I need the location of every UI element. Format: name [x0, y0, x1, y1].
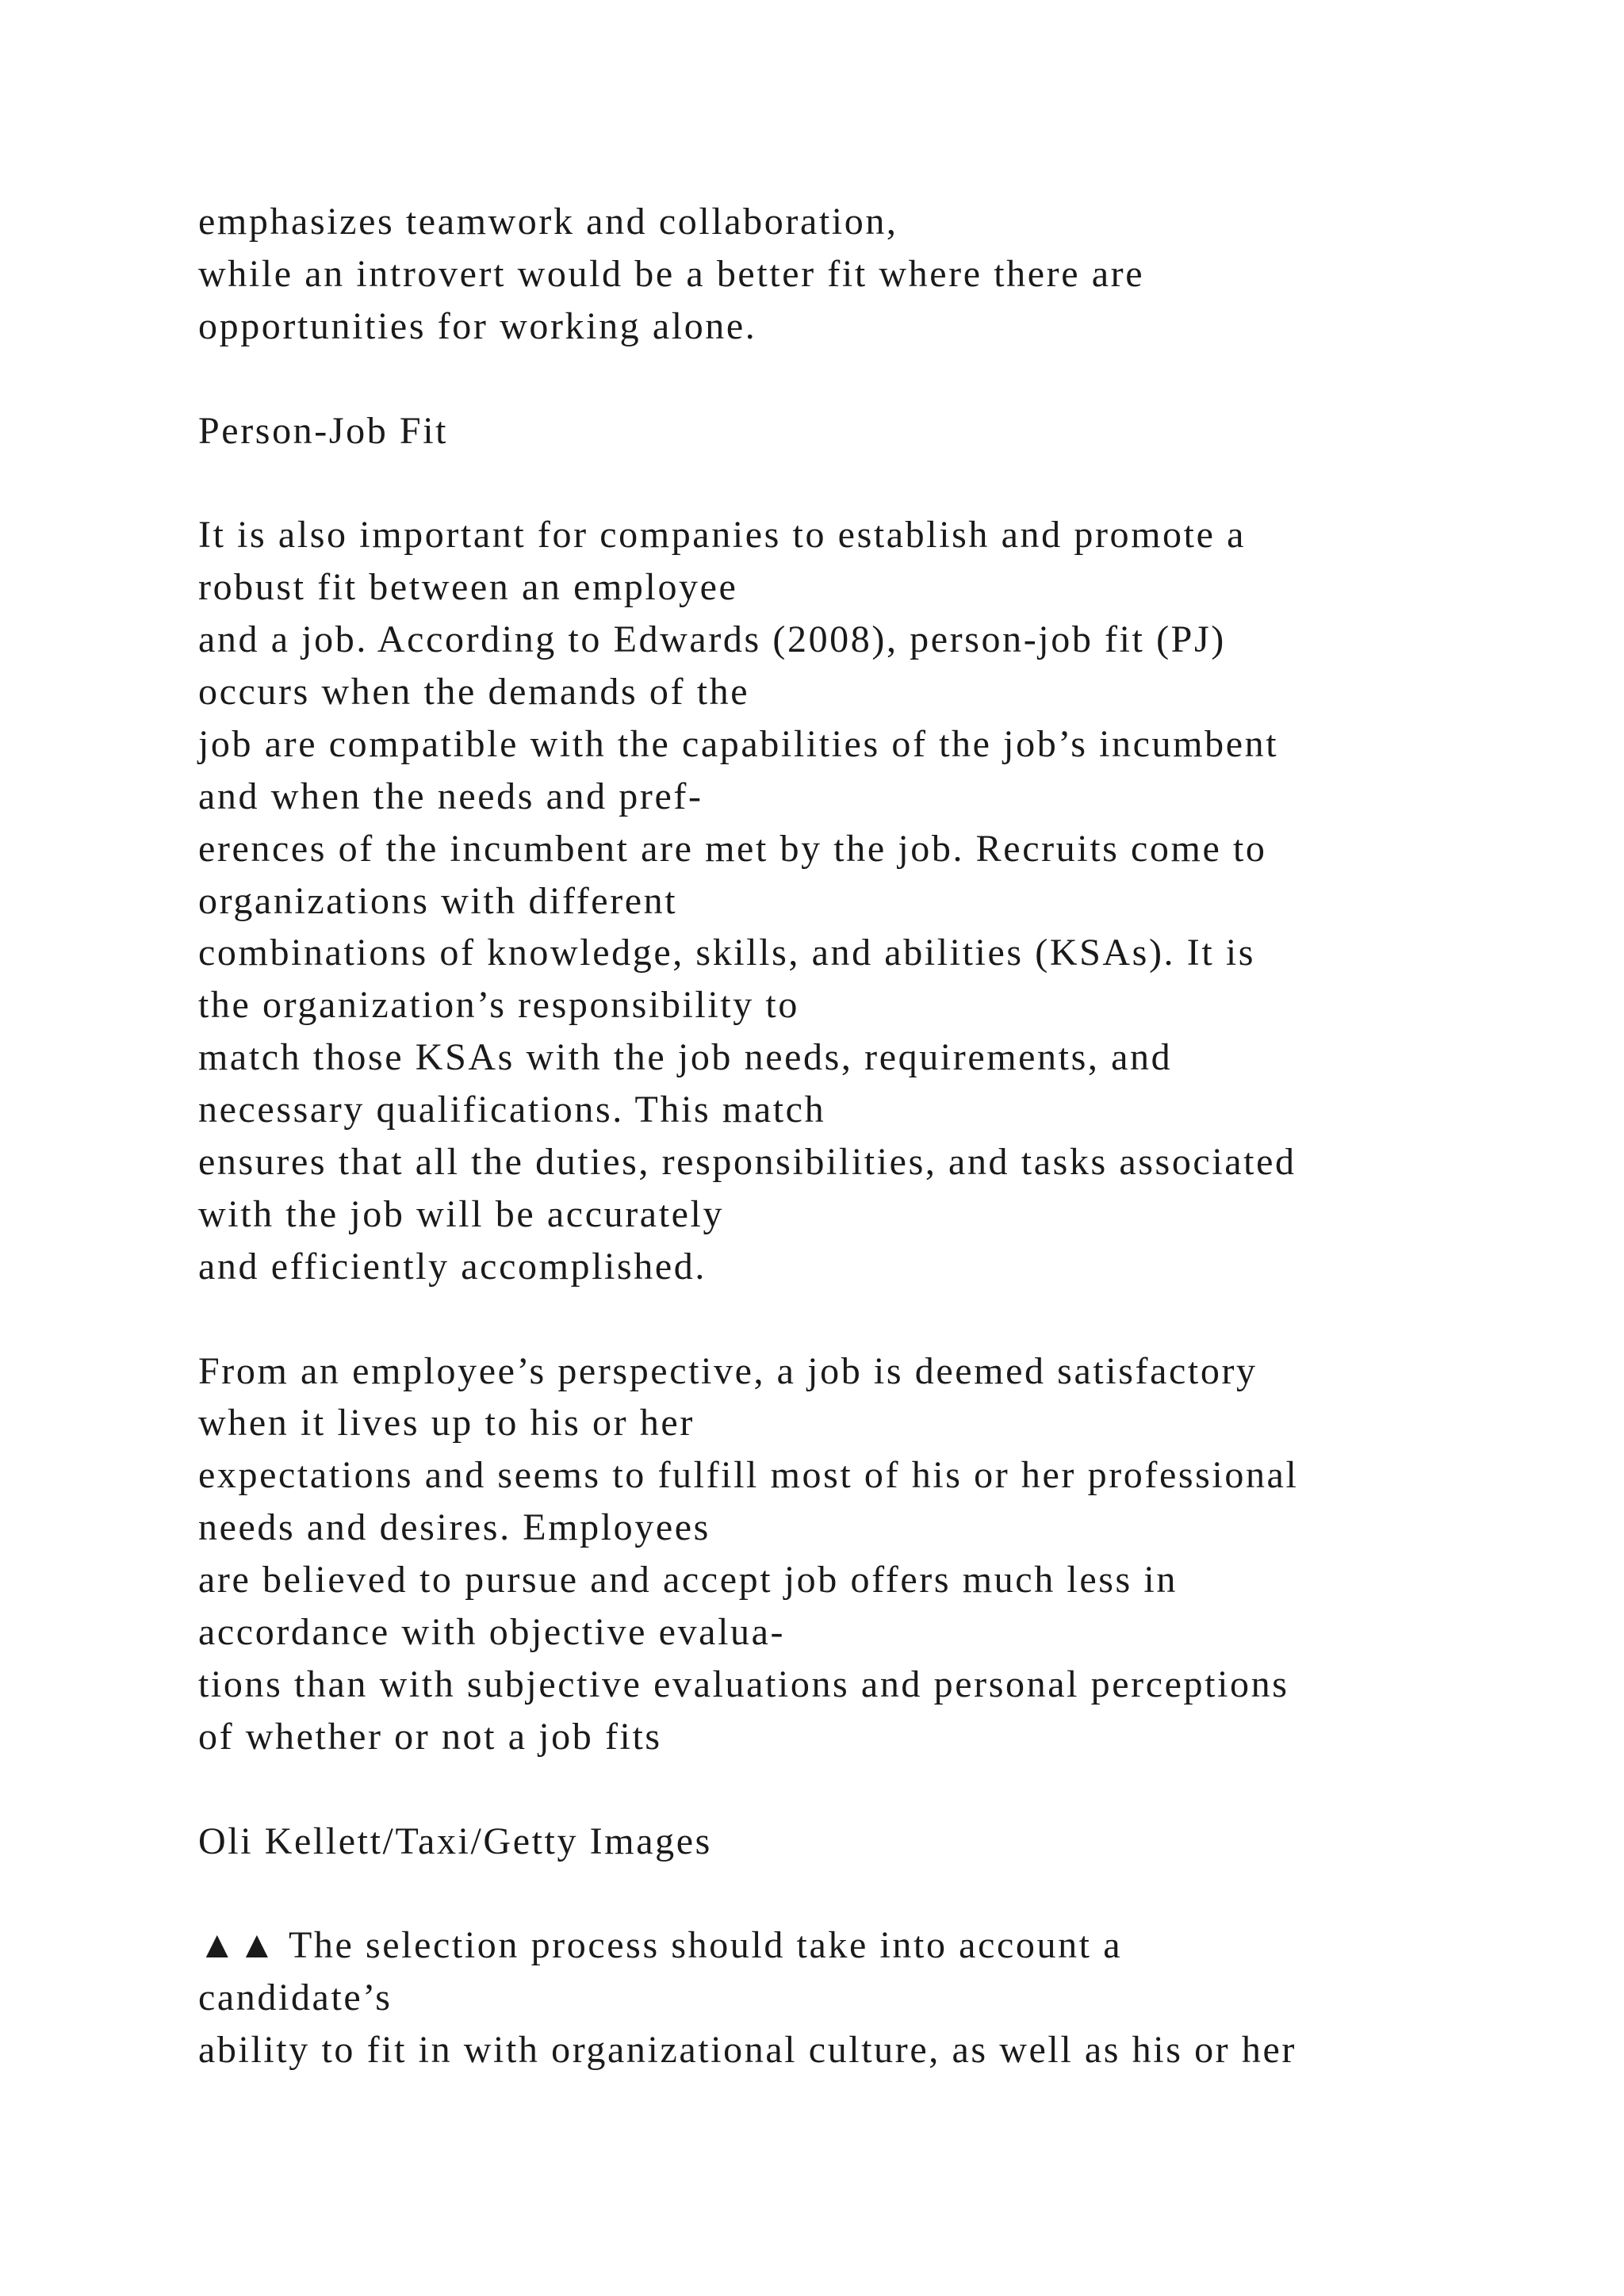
text-line: ensures that all the duties, responsibilities, and tasks associated [198, 1141, 1297, 1184]
text-line: organizations with different [198, 879, 678, 922]
paragraph-gap [198, 457, 1499, 509]
text-line: erences of the incumbent are met by the job. Recruits come to [198, 827, 1267, 870]
text-line: From an employee’s perspective, a job is deemed satisfactory [198, 1349, 1258, 1392]
text-line: are believed to pursue and accept job offers much less in [198, 1559, 1178, 1601]
text-line: It is also important for companies to establish and promote a [198, 514, 1247, 557]
text-line: combinations of knowledge, skills, and abilities (KSAs). It is [198, 932, 1256, 974]
caption-text: ▲▲ The selection process should take into account a [198, 1924, 1123, 1967]
text-line: opportunities for working alone. [198, 304, 757, 347]
text-line: needs and desires. Employees [198, 1506, 710, 1549]
text-line: and when the needs and pref- [198, 775, 703, 817]
caption-text: ability to fit in with organizational culture, as well as his or her [198, 2029, 1297, 2072]
text-line: occurs when the demands of the [198, 671, 750, 714]
paragraph-employee-perspective [198, 1345, 1499, 1763]
text-line: of whether or not a job fits [198, 1715, 662, 1758]
text-line: accordance with objective evalua- [198, 1611, 786, 1654]
text-line: match those KSAs with the job needs, requirements, and [198, 1036, 1173, 1079]
text-line: necessary qualifications. This match [198, 1089, 826, 1131]
text-line: expectations and seems to fulfill most of his or her professional [198, 1454, 1299, 1497]
text-line: job are compatible with the capabilities of the job’s incumbent [198, 722, 1279, 765]
caption-text: candidate’s [198, 1976, 393, 2019]
text-line: when it lives up to his or her [198, 1402, 695, 1445]
text-line: while an introvert would be a better fit where there are [198, 252, 1145, 295]
text-line: with the job will be accurately [198, 1192, 725, 1235]
section-heading [198, 405, 1499, 457]
text-line: and efficiently accomplished. [198, 1245, 707, 1288]
text-line: and a job. According to Edwards (2008), person-job fit (PJ) [198, 618, 1226, 661]
image-caption [198, 1919, 1499, 2076]
paragraph-gap [198, 353, 1499, 405]
paragraph-intro [198, 196, 1499, 353]
image-credit [198, 1816, 1499, 1868]
text-line: tions than with subjective evaluations and personal perceptions [198, 1663, 1289, 1705]
paragraph-gap [198, 1763, 1499, 1816]
credit-text: Oli Kellett/Taxi/Getty Images [198, 1820, 712, 1862]
paragraph-person-job-fit [198, 509, 1499, 1292]
paragraph-gap [198, 1868, 1499, 1920]
heading-text: Person-Job Fit [198, 409, 449, 452]
text-line: emphasizes teamwork and collaboration, [198, 201, 898, 243]
text-line: robust fit between an employee [198, 566, 738, 609]
document-text [198, 196, 1499, 2076]
paragraph-gap [198, 1293, 1499, 1345]
text-line: the organization’s responsibility to [198, 984, 799, 1027]
